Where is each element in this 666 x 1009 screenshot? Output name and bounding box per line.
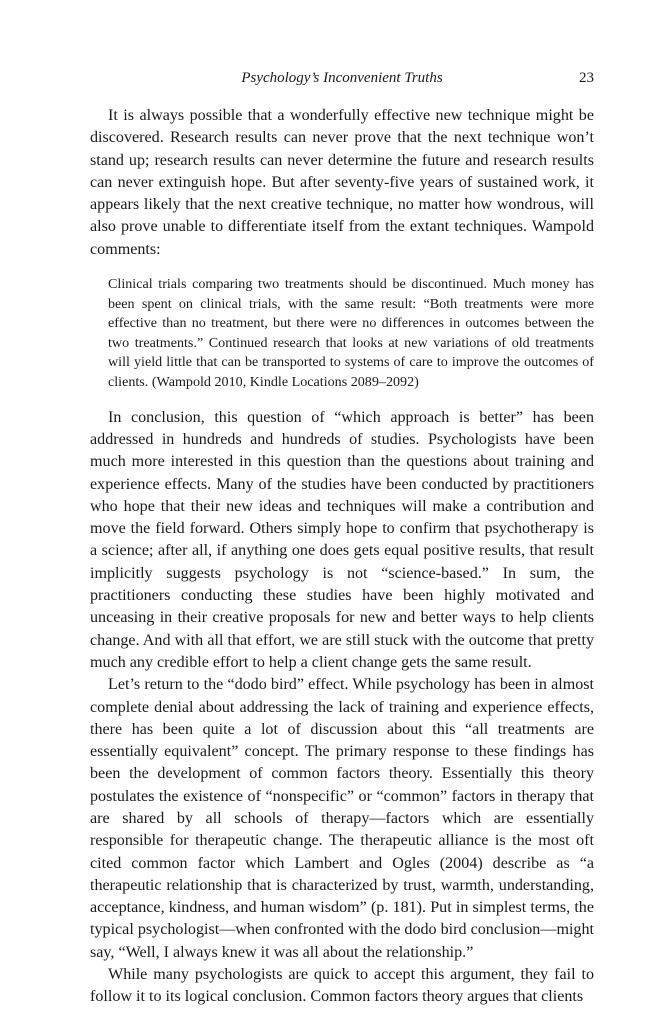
page-number: 23	[579, 70, 594, 86]
paragraph-3: Let’s return to the “dodo bird” effect. While psychology has been in almost complete denial about addressing the lack of training and experience effects, there has been quite a lot of discussion about this “all treatments are essentially equivalent” concept. The primary response to these findings has been the development of common factors theory. Essentially this theory postulates the existence of “nonspecific” or “common” factors in therapy that are shared by all schools of therapy—factors which are essentially responsible for therapeutic change. The therapeutic alliance is the most oft cited common factor which Lambert and Ogles (2004) describe as “a therapeutic relationship that is characterized by trust, warmth, understanding, acceptance, kindness, and human wisdom” (p. 181). Put in simplest terms, the typical psychologist—when confronted with the dodo bird conclusion—might say, “Well, I always knew it was all about the relationship.”	[90, 676, 594, 961]
paragraph-2: In conclusion, this question of “which approach is better” has been addressed in hundreds and hundreds of studies. Psychologists have been much more interested in this question than the questions about training and experience effects. Many of the studies have been conducted by practitioners who hope that their new ideas and techniques will make a contribution and move the field forward. Others simply hope to confirm that psychotherapy is a science; after all, if anything one does gets equal positive results, that result implicitly suggests psychology is not “science-based.” In sum, the practitioners conducting these studies have been highly motivated and unceasing in their creative proposals for new and better ways to help clients change. And with all that effort, we are still stuck with the outcome that pretty much any credible effort to help a client change gets the same result.	[90, 408, 594, 671]
body-text	[90, 105, 594, 1009]
paragraph-1: It is always possible that a wonderfully effective new technique might be discovered. Research results can never prove that the next technique won’t stand up; research results can never determine the future and research results can never extinguish hope. But after seventy-five years of sustained work, it appears likely that the next creative technique, no matter how wondrous, will also prove unable to differentiate itself from the extant techniques. Wampold comments:	[90, 107, 594, 258]
paragraph-4: While many psychologists are quick to accept this argument, they fail to follow it to its logical conclusion. Common factors theory argues that clients	[90, 966, 594, 1006]
block-quote: Clinical trials comparing two treatments should be discontinued. Much money has been spent on clinical trials, with the same result: “Both treatments were more effective than no treatment, but there were no differences in outcomes between the two treatments.” Continued research that looks at new variations of old treatments will yield little that can be transported to systems of care to improve the outcomes of clients. (Wampold 2010, Kindle Locations 2089–2092)	[108, 276, 594, 391]
running-title: Psychology’s Inconvenient Truths	[241, 70, 443, 86]
running-head	[90, 70, 594, 90]
